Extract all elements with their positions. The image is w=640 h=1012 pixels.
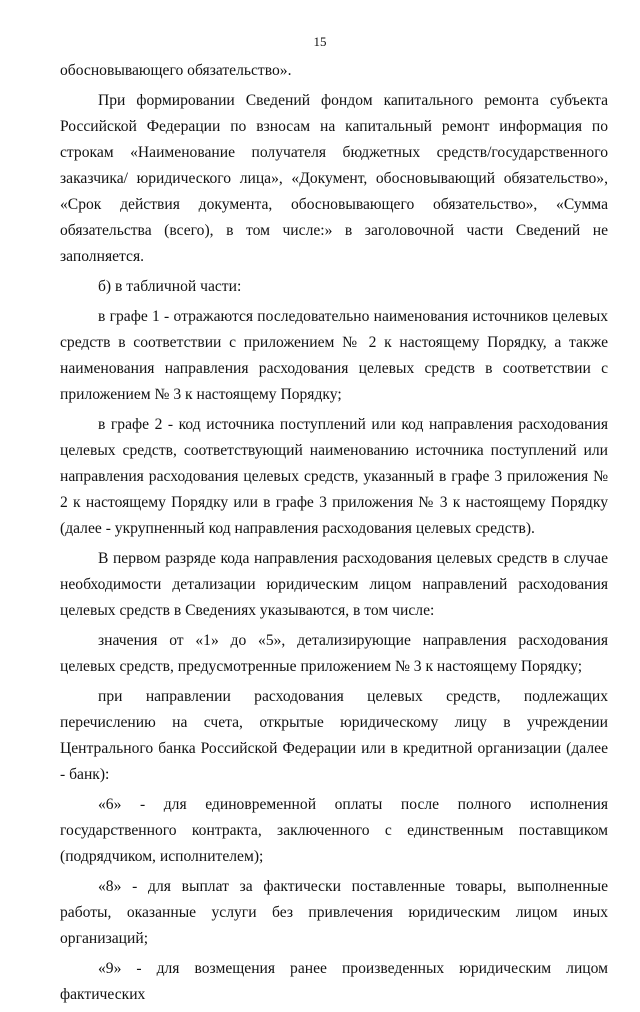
page-number: 15 — [313, 34, 327, 49]
paragraph-bank-accounts: при направлении расходования целевых средств, подлежащих перечислению на счета, открытые юридическому лицу в учреждении Центрального банка Российской Федерации или в кредитной организации (далее - банк): — [60, 688, 608, 783]
paragraph-values-1-5: значения от «1» до «5», детализирующие направления расходования целевых средств, предусмотренные приложением № 3 к настоящему Порядку; — [60, 632, 608, 675]
paragraph-code-9: «9» - для возмещения ранее произведенных юридическим лицом фактических — [60, 960, 608, 1003]
paragraph-continuation: обосновывающего обязательство». — [60, 62, 292, 79]
paragraph-column-2: в графе 2 - код источника поступлений или код направления расходования целевых средств, соответствующий наименованию источника поступлений или направления расходования целевых средств, указанный в графе 3 приложения № 2 к настоящему Порядку или в графе 3 приложения № 3 к настоящему Порядку (далее - укрупненный код направления расходования целевых средств). — [60, 416, 608, 537]
paragraph-code-8: «8» - для выплат за фактически поставленные товары, выполненные работы, оказанные услуги без привлечения юридическим лицом иных организаций; — [60, 878, 608, 947]
paragraph-column-1: в графе 1 - отражаются последовательно наименования источников целевых средств в соответствии с приложением № 2 к настоящему Порядку, а также наименования направления расходования целевых средств в соответствии с приложением № 3 к настоящему Порядку; — [60, 308, 608, 403]
paragraph-code-6: «6» - для единовременной оплаты после полного исполнения государственного контракта, заключенного с единственным поставщиком (подрядчиком, исполнителем); — [60, 796, 608, 865]
paragraph-first-digit: В первом разряде кода направления расходования целевых средств в случае необходимости детализации юридическим лицом направлений расходования целевых средств в Сведениях указываются, в том числе: — [60, 550, 608, 619]
paragraph-capital-repair-fund: При формировании Сведений фондом капитального ремонта субъекта Российской Федерации по взносам на капитальный ремонт информация по строкам «Наименование получателя бюджетных средств/государственного заказчика/ юридического лица», «Документ, обосновывающий обязательство», «Срок действия документа, обосновывающего обязательство», «Сумма обязательства (всего), в том числе:» в заголовочной части Сведений не заполняется. — [60, 92, 608, 265]
paragraph-table-part: б) в табличной части: — [98, 278, 242, 295]
document-body — [60, 58, 608, 1012]
